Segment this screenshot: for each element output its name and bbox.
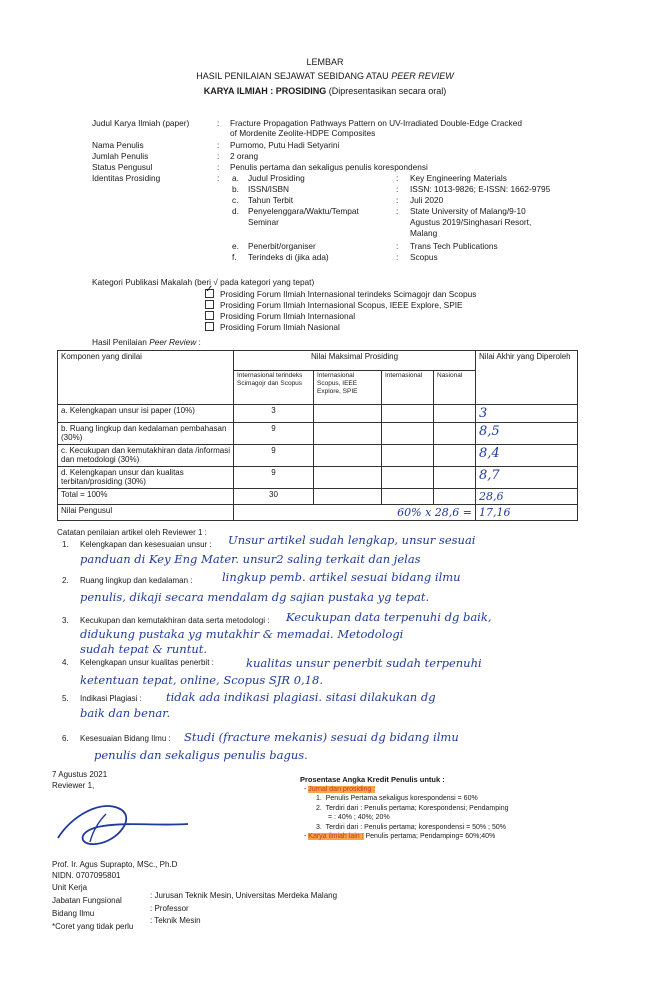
- prosiding-label: Judul Prosiding: [248, 173, 305, 183]
- catatan-title: Catatan penilaian artikel oleh Reviewer 1 :: [57, 528, 207, 537]
- reviewer-role: Reviewer 1,: [52, 781, 95, 790]
- penyelenggara-label: Penyelenggara/Waktu/Tempat: [248, 206, 359, 216]
- status-label: Status Pengusul: [92, 162, 153, 172]
- handwritten-note-3: Kecukupan data terpenuhi dg baik,: [286, 610, 492, 624]
- th-sub-2: Internasional Scopus, IEEE Explore, SPIE: [314, 371, 382, 405]
- credit-bullet-jurnal: Jurnal dan prosiding :: [308, 785, 376, 793]
- header-subtitle: KARYA ILMIAH : PROSIDING (Dipresentasikan secara oral): [203, 86, 447, 96]
- table-row: b. Ruang lingkup dan kedalaman pembahasan (30%) 9 8,5: [58, 423, 578, 445]
- reviewer-nidn: NIDN. 0707095801: [52, 871, 121, 880]
- kategori-option-3[interactable]: Prosiding Forum Ilmiah Internasional: [205, 311, 355, 321]
- catatan-5-label: Indikasi Plagiasi :: [80, 694, 142, 703]
- judul-label: Judul Karya Ilmiah (paper): [92, 118, 190, 128]
- credit-box: Prosentase Angka Kredit Penulis untuk : - Jurnal dan prosiding : 1. Penulis Pertama sekaligus korespondensi = 60% 2. Terdiri dari : Penulis pertama; Korespondensi; Pendamping = : 40% ; 40%; 20% 3. Terdiri dari : Penulis pertama; korespondensi = 50% ; 50% - Karya ilmiah lain : Penulis pertama; Pendamping= 60%;40%: [300, 775, 590, 842]
- judul-value-1: Fracture Propagation Pathways Pattern on UV-Irradiated Double-Edge Cracked: [230, 118, 522, 128]
- penerbit-label: Penerbit/organiser: [248, 241, 316, 251]
- th-komponen: Komponen yang dinilai: [58, 351, 234, 405]
- nilai-total: 28,6: [476, 489, 578, 505]
- terindeks-label: Terindeks di (jika ada): [248, 252, 329, 262]
- jumlah-label: Jumlah Penulis: [92, 151, 149, 161]
- issn-label: ISSN/ISBN: [248, 184, 290, 194]
- review-date: 7 Agustus 2021: [52, 770, 108, 779]
- table-row: a. Kelengkapan unsur isi paper (10%) 3 3: [58, 405, 578, 423]
- handwritten-note-4: kualitas unsur penerbit sudah terpenuhi: [246, 656, 482, 670]
- prosiding-value: Key Engineering Materials: [410, 173, 507, 183]
- jabatan-label: Jabatan Fungsional: [52, 896, 122, 905]
- jumlah-value: 2 orang: [230, 151, 259, 161]
- credit-title: Prosentase Angka Kredit Penulis untuk :: [300, 775, 445, 784]
- th-nilai-akhir: Nilai Akhir yang Diperoleh: [476, 351, 578, 405]
- th-sub-1: Internasional terindeks Scimagojr dan Scopus: [234, 371, 314, 405]
- table-row: c. Kecukupan dan kemutakhiran data /informasi dan metodologi (30%) 9 8,4: [58, 445, 578, 467]
- handwritten-note-6: Studi (fracture mekanis) sesuai dg bidang ilmu: [184, 730, 459, 744]
- kategori-option-1[interactable]: ✓Prosiding Forum Ilmiah Internasional terindeks Scimagojr dan Scopus: [205, 289, 476, 299]
- signature-image: [48, 790, 198, 855]
- judul-value-2: of Mordenite Zeolite-HDPE Composites: [230, 128, 376, 138]
- nilai-akhir-b: 8,5: [476, 423, 578, 445]
- unit-value: : Jurusan Teknik Mesin, Universitas Merdeka Malang: [150, 891, 338, 900]
- terindeks-value: Scopus: [410, 252, 438, 262]
- hasil-penilaian-label: Hasil Penilaian Peer Review :: [92, 337, 201, 347]
- handwritten-note-1: Unsur artikel sudah lengkap, unsur sesuai: [228, 533, 476, 547]
- catatan-4-label: Kelengkapan unsur kualitas penerbit :: [80, 658, 214, 667]
- tahun-label: Tahun Terbit: [248, 195, 294, 205]
- checkbox-checked[interactable]: [205, 289, 214, 298]
- pengusul-calc: 60% x 28,6 =: [234, 505, 476, 521]
- penulis-value: Purnomo, Putu Hadi Setyarini: [230, 140, 340, 150]
- jabatan-value: : Professor: [150, 904, 189, 913]
- penerbit-value: Trans Tech Publications: [410, 241, 498, 251]
- issn-value: ISSN: 1013-9826; E-ISSN: 1662-9795: [410, 184, 551, 194]
- credit-bullet-karya: Karya ilmiah lain :: [308, 833, 364, 840]
- nilai-akhir-d: 8,7: [476, 467, 578, 489]
- unit-label: Unit Kerja: [52, 883, 88, 892]
- catatan-6-label: Kesesuaian Bidang Ilmu :: [80, 734, 171, 743]
- catatan-1-label: Kelengkapan dan kesesuaian unsur :: [80, 540, 212, 549]
- penyelenggara-value: State University of Malang/9-10: [410, 206, 526, 216]
- kategori-option-4[interactable]: Prosiding Forum Ilmiah Nasional: [205, 322, 340, 332]
- th-nilai-max: Nilai Maksimal Prosiding: [234, 351, 476, 371]
- penulis-label: Nama Penulis: [92, 140, 144, 150]
- table-row-pengusul: Nilai Pengusul 60% x 28,6 = 17,16: [58, 505, 578, 521]
- nilai-pengusul: 17,16: [476, 505, 578, 521]
- header-lembar: LEMBAR: [306, 57, 344, 67]
- handwritten-note-5: tidak ada indikasi plagiasi. sitasi dilakukan dg: [166, 690, 436, 704]
- score-table: [57, 350, 578, 521]
- bidang-label: Bidang Ilmu: [52, 909, 95, 918]
- nilai-akhir-a: 3: [476, 405, 578, 423]
- checkbox[interactable]: [205, 322, 214, 331]
- handwritten-note-2: lingkup pemb. artikel sesuai bidang ilmu: [222, 570, 461, 584]
- kategori-option-2[interactable]: Prosiding Forum Ilmiah Internasional Scopus, IEEE Explore, SPIE: [205, 300, 463, 310]
- identitas-label: Identitas Prosiding: [92, 173, 161, 183]
- header-title: HASIL PENILAIAN SEJAWAT SEBIDANG ATAU PEER REVIEW: [196, 71, 454, 81]
- table-row: d. Kelengkapan unsur dan kualitas terbitan/prosiding (30%) 9 8,7: [58, 467, 578, 489]
- reviewer-name: Prof. Ir. Agus Suprapto, MSc., Ph.D: [52, 860, 178, 869]
- catatan-3-label: Kecukupan dan kemutakhiran data serta metodologi :: [80, 616, 270, 625]
- bidang-value: : Teknik Mesin: [150, 916, 201, 925]
- th-sub-4: Nasional: [434, 371, 476, 405]
- table-row-total: Total = 100% 30 28,6: [58, 489, 578, 505]
- nilai-akhir-c: 8,4: [476, 445, 578, 467]
- checkbox[interactable]: [205, 300, 214, 309]
- catatan-2-label: Ruang lingkup dan kedalaman :: [80, 576, 193, 585]
- kategori-title: Kategori Publikasi Makalah (beri √ pada kategori yang tepat): [92, 277, 315, 287]
- tahun-value: Juli 2020: [410, 195, 444, 205]
- status-value: Penulis pertama dan sekaligus penulis korespondensi: [230, 162, 428, 172]
- footnote: *Coret yang tidak perlu: [52, 922, 134, 931]
- checkbox[interactable]: [205, 311, 214, 320]
- th-sub-3: Internasional: [382, 371, 434, 405]
